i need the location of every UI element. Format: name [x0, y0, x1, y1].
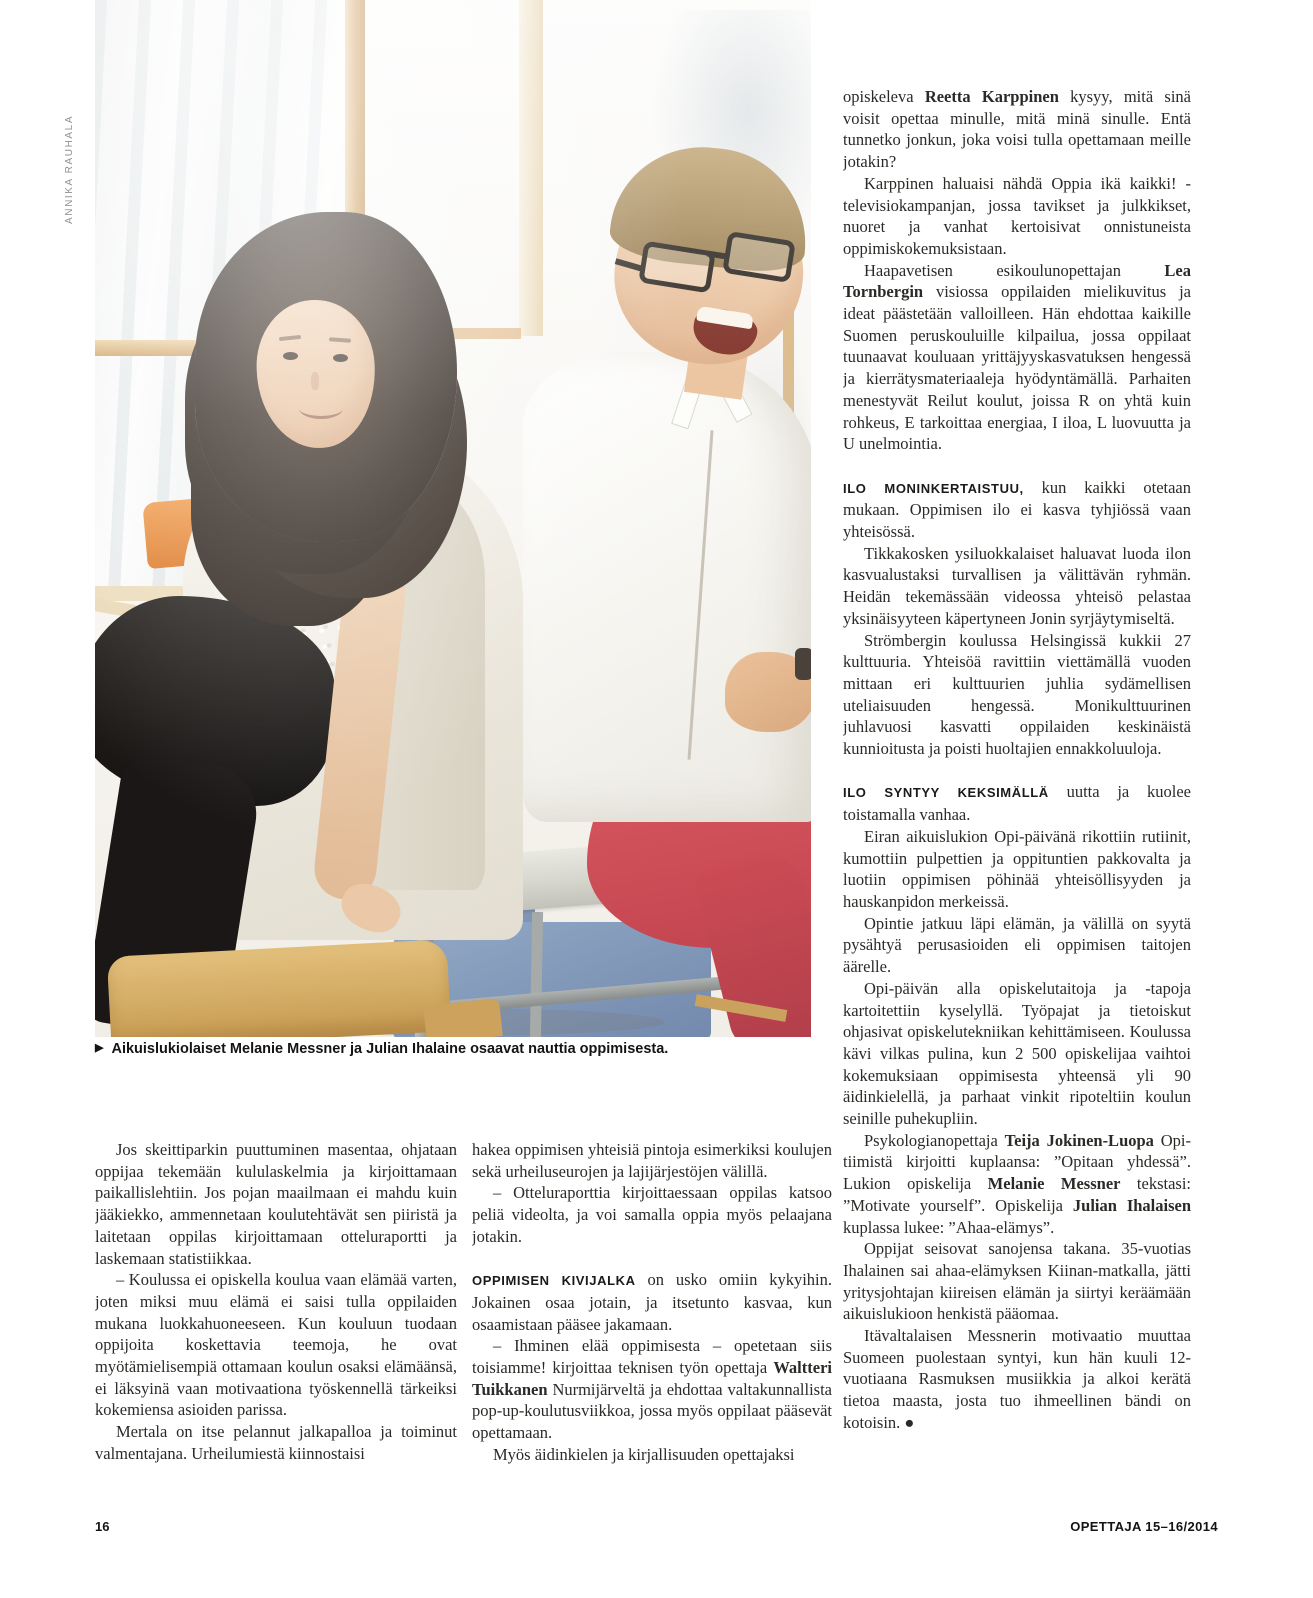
paragraph: Tikkakosken ysiluokkalaiset haluavat luoda ilon kasvualustaksi turvallisen ja välittävän ryhmän. Heidän tekemässään videossa yhteisö pelastaa yksinäisyyteen käpertyneen Jonin syrjäytymiseltä.: [843, 543, 1191, 628]
photo-credit: ANNIKA RAUHALA: [64, 114, 75, 224]
paragraph: opiskeleva Reetta Karppinen kysyy, mitä sinä voisit opettaa minulle, mitä minä sinulle. Entä tunnetko jonkun, joka voisi tulla opettamaan meille jotakin?: [843, 87, 1191, 172]
woman-smile: [299, 398, 343, 419]
photo-caption: [95, 1041, 811, 1057]
classroom-photo: [95, 0, 811, 1037]
paragraph: Itävaltalaisen Messnerin motivaatio muuttaa Suomeen puolestaan syntyi, kun hän kuuli 12-vuotiaana Rasmuksen musiikkia ja alkoi kerätä tietoa maasta, josta tuo ihmeellinen bändi on kotoisin. ●: [843, 1326, 1191, 1432]
article-column-middle: [472, 1139, 832, 1491]
paragraph: Opintie jatkuu läpi elämän, ja välillä on syytä pysähtyä perusasioiden eli oppimisen taitojen äärelle.: [843, 913, 1191, 977]
paragraph: ILO MONINKERTAISTUU, kun kaikki otetaan mukaan. Oppimisen ilo ei kasva tyhjiössä vaan yhteisössä.: [843, 477, 1191, 542]
man-watch: [795, 648, 811, 680]
paragraph: Myös äidinkielen ja kirjallisuuden opettajaksi: [493, 1444, 795, 1464]
page-number: 16: [95, 1519, 110, 1534]
paragraph: Opi-päivän alla opiskelutaitoja ja -tapoja kartoitettiin kyselyllä. Työpajat ja tietoiskut ohjasivat opiskelutekniikan kehittämiseen. Koulussa kävi vilkas pulina, kun 2 500 opiskelijaa vaihtoi kokemuksiaan oppimisesta yhteensä yli 90 äidinkielellä, ja parhaat vinkit ripoteltiin koulun seinille puhekupliin.: [843, 978, 1191, 1129]
paragraph: Strömbergin koulussa Helsingissä kukkii 27 kulttuuria. Yhteisöä ravittiin viettämällä vuoden mittaan eri kulttuurien juhlia sydämellisen uteliaisuuden hengessä. Monikulttuurinen juhlavuosi kasvatti oppilaiden keskinäistä kunnioitusta ja poisti huoltajien ennakkoluuloja.: [843, 630, 1191, 759]
article-column-left: [95, 1139, 457, 1491]
woman-nose: [311, 372, 319, 390]
paragraph: OPPIMISEN KIVIJALKA on usko omiin kykyihin. Jokainen osaa jotain, ja itsetunto kasvaa, kun osaamistaan pääsee jakamaan.: [472, 1270, 832, 1334]
paragraph: Oppijat seisovat sanojensa takana. 35-vuotias Ihalainen sai ahaa-elämyksen Kiinan-matkalla, jätti yritysjohtajan kiireisen elämän ja siirtyi keräämään aikuislukioon henkistä pääomaa.: [843, 1239, 1191, 1324]
table-leg-far: [530, 912, 543, 1037]
paragraph: Jos skeittiparkin puuttuminen masentaa, ohjataan oppijaa tekemään kululaskelmia ja kirjoittamaan paikallislehtiin. Jos pojan maailmaan ei mahdu kuin jääkiekko, ammennetaan koulutehtävät sen piiristä ja laitetaan oppilas kirjoittamaan otteluraportti ja laskemaan statistiikkaa.: [95, 1140, 457, 1268]
caption-text: Aikuislukiolaiset Melanie Messner ja Julian Ihalaine osaavat nauttia oppimisesta.: [111, 1041, 669, 1057]
paragraph: ILO SYNTYY KEKSIMÄLLÄ uutta ja kuolee toistamalla vanhaa.: [843, 782, 1191, 825]
paragraph: – Koulussa ei opiskella koulua vaan elämää varten, joten miksi muu elämä ei saisi tulla oppilaiden mukana luokkahuoneeseen. Kun kouluun tuodaan oppijoita koskettavia teemoja, he ovat myötämielisempiä ottamaan koulun osaksi elämäänsä, ei läksyinä vaan motivaationa työskennellä tärkeiksi kokemiensa asioiden parissa.: [95, 1270, 457, 1420]
paragraph: Psykologianopettaja Teija Jokinen-Luopa Opi-tiimistä kirjoitti kuplaansa: ”Opitaan yhdessä”. Lukion opiskelija Melanie Messner tekstasi: ”Motivate yourself”. Opiskelija Julian Ihalaisen kuplassa lukee: ”Ahaa-elämys”.: [843, 1130, 1191, 1237]
man-shirt: [523, 352, 811, 822]
wooden-chair-seat: [423, 998, 503, 1037]
paragraph: Eiran aikuislukion Opi-päivänä rikottiin rutiinit, kumottiin pulpettien ja oppituntien pakkovalta ja luotiin oppimisen pöhinää yhteisöllisyyden ja hauskanpidon merkeissä.: [843, 826, 1191, 911]
wooden-chair-back: [107, 939, 451, 1037]
woman-eye-left: [283, 352, 298, 360]
paragraph: hakea oppimisen yhteisiä pintoja esimerkiksi koulujen sekä urheiluseurojen ja lajijärjestöjen välillä.: [472, 1140, 832, 1181]
paragraph: – Otteluraporttia kirjoittaessaan oppilas katsoo peliä videolta, ja voi samalla oppia myös pelaajana jotakin.: [472, 1183, 832, 1246]
paragraph: Mertala on itse pelannut jalkapalloa ja toiminut valmentajana. Urheilumiestä kiinnostaisi: [95, 1422, 457, 1463]
caption-arrow-icon: ▶: [95, 1042, 104, 1054]
article-column-right: [843, 86, 1191, 1498]
paragraph: – Ihminen elää oppimisesta – opetetaan siis toisiamme! kirjoittaa teknisen työn opettaja Waltteri Tuikkanen Nurmijärveltä ja ehdottaa valtakunnallista pop-up-koulutusviikkoa, jossa myös oppilaat pääsevät opettamaan.: [472, 1336, 832, 1443]
window-frame-mid: [519, 0, 543, 336]
paragraph: Haapavetisen esikoulunopettajan Lea Tornbergin visiossa oppilaiden mielikuvitus ja ideat päästetään valloilleen. Hän ehdottaa kaikille Suomen peruskouluille kilpailua, jossa oppilaat tuunaavat kouluaan yrittäjyyskasvatuksen hengessä ja kierrätysmateriaaleja hyödyntämällä. Parhaiten menestyvät Reilut koulut, joissa R on yhtä kuin rohkeus, E tarkoittaa energiaa, I iloa, L luovuutta ja U unelmointia.: [843, 260, 1191, 454]
woman-eye-right: [333, 354, 348, 362]
paragraph: Karppinen haluaisi nähdä Oppia ikä kaikki! -televisiokampanjan, jossa tavikset ja julkkikset, nuoret ja vanhat kertoisivat onnistuneista oppimiskokemuksistaan.: [843, 173, 1191, 258]
magazine-issue: OPETTAJA 15–16/2014: [1070, 1519, 1218, 1534]
